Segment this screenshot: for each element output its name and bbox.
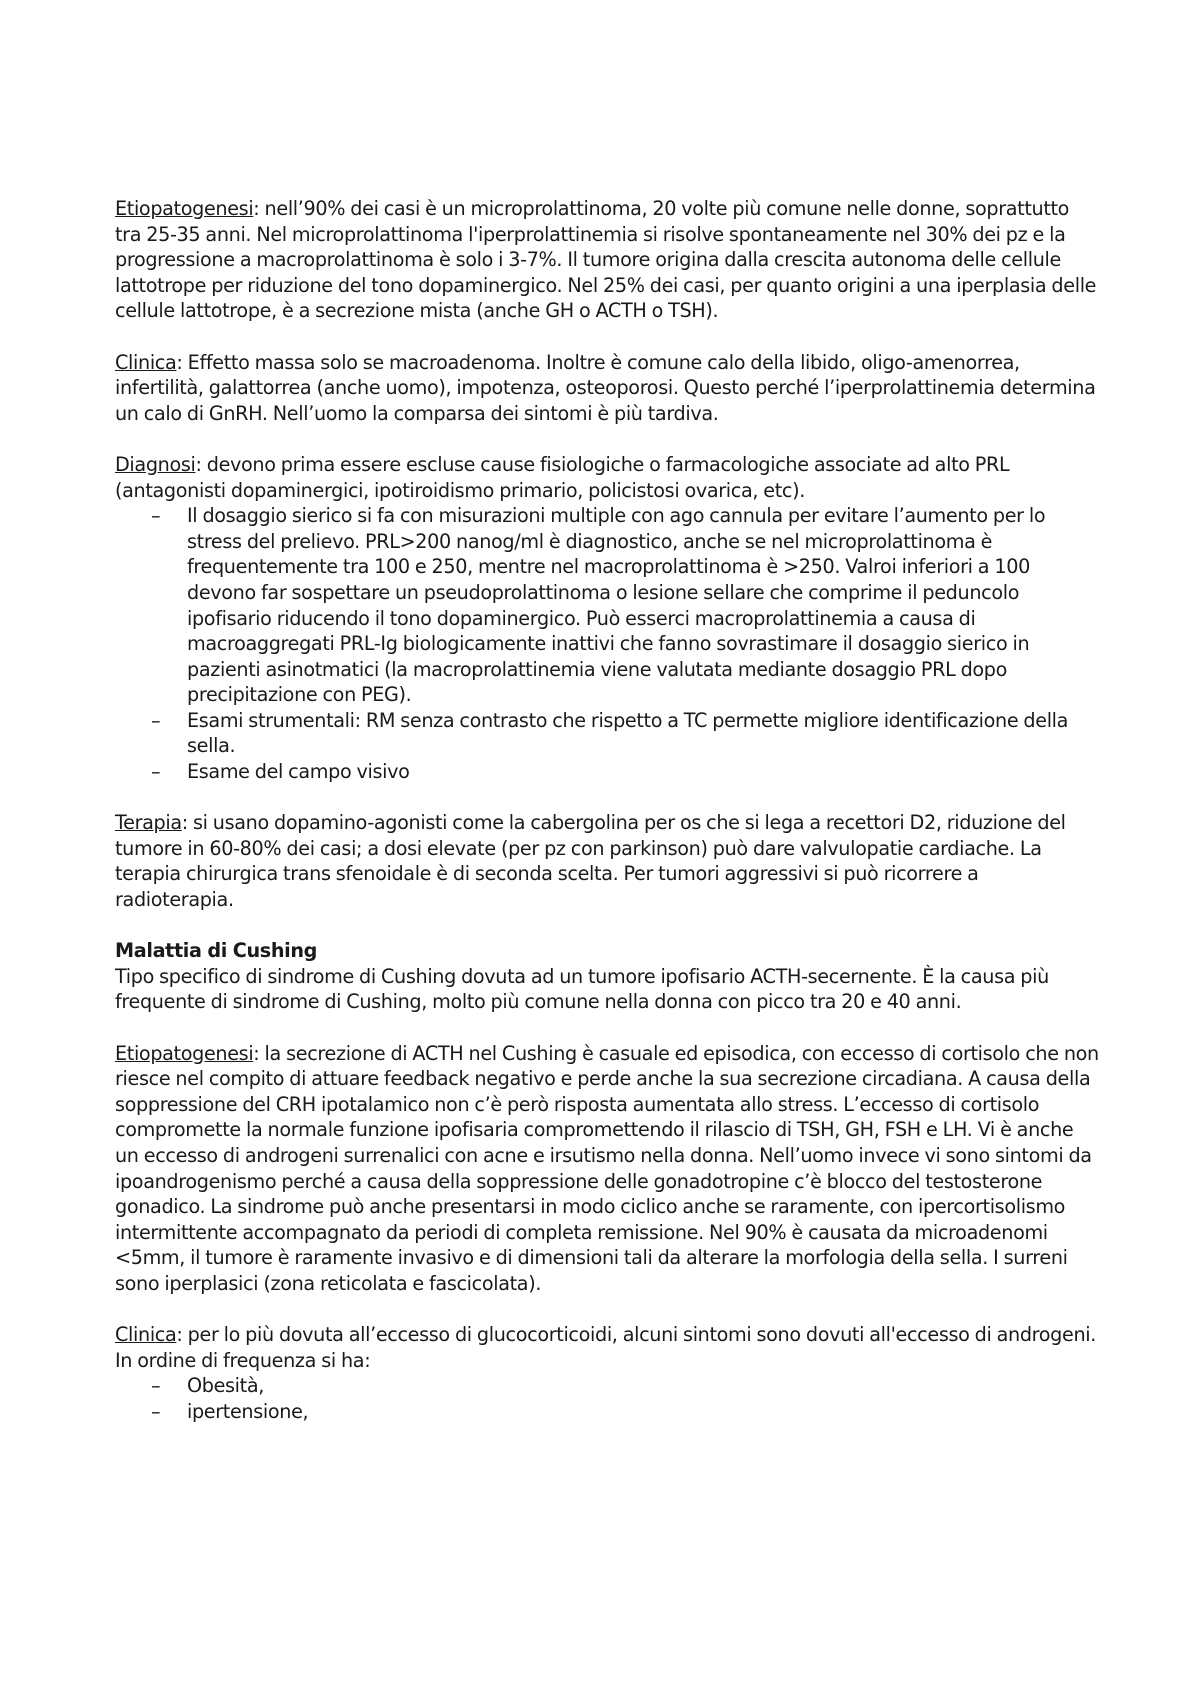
paragraph-text: : nell’90% dei casi è un microprolattinoma, 20 volte più comune nelle donne, soprattutto tra 25-35 anni. Nel microprolattinoma l'iperprolattinemia si risolve spontaneamente nel 30% dei pz e la progressione a macroprolattinoma è solo i 3-7%. Il tumore origina dalla crescita autonoma delle cellule lattotrope per riduzione del tono dopaminergico. Nel 25% dei casi, per quanto origini a una iperplasia delle cellule lattotrope, è a secrezione mista (anche GH o ACTH o TSH).	[115, 197, 1097, 323]
paragraph-text: : devono prima essere escluse cause fisiologiche o farmacologiche associate ad alto PRL (antagonisti dopaminergici, ipotiroidismo primario, policistosi ovarica, etc).	[115, 452, 1010, 502]
dash-bullet: –	[151, 708, 161, 732]
document-page	[115, 196, 1100, 1425]
list-item	[115, 503, 1100, 708]
list-item	[115, 759, 1100, 785]
dash-bullet: –	[151, 504, 161, 528]
paragraph-text: : Effetto massa solo se macroadenoma. Inoltre è comune calo della libido, oligo-amenorrea, infertilità, galattorrea (anche uomo), impotenza, osteoporosi. Questo perché l’iperprolattinemia determina un calo di GnRH. Nell’uomo la comparsa dei sintomi è più tardiva.	[115, 350, 1096, 425]
dash-bullet: –	[151, 760, 161, 784]
list-item-text: Esami strumentali: RM senza contrasto che rispetto a TC permette migliore identificazione della sella.	[187, 708, 1069, 758]
clinica-paragraph	[115, 350, 1100, 427]
dash-bullet: –	[151, 1399, 161, 1423]
paragraph-text: : la secrezione di ACTH nel Cushing è casuale ed episodica, con eccesso di cortisolo che non riesce nel compito di attuare feedback negativo e perde anche la sua secrezione circadiana. A causa della soppressione del CRH ipotalamico non c’è però risposta aumentata allo stress. L’eccesso di cortisolo compromette la normale funzione ipofisaria compromettendo il rilascio di TSH, GH, FSH e LH. Vi è anche un eccesso di androgeni surrenalici con acne e irsutismo nella donna. Nell’uomo invece vi sono sintomi da ipoandrogenismo perché a causa della soppressione delle gonadotropine c’è blocco del testosterone gonadico. La sindrome può anche presentarsi in modo ciclico anche se raramente, con ipercortisolismo intermittente accompagnato da periodi di completa remissione. Nel 90% è causata da microadenomi <5mm, il tumore è raramente invasivo e di dimensioni tali da alterare la morfologia della sella. I surreni sono iperplasici (zona reticolata e fascicolata).	[115, 1041, 1099, 1295]
list-item-text: Obesità,	[187, 1374, 264, 1398]
list-item-text: Esame del campo visivo	[187, 760, 410, 784]
section-label: Clinica	[115, 1323, 177, 1347]
list-item	[115, 708, 1100, 759]
list-item	[115, 1399, 1100, 1425]
clinica-cushing-paragraph	[115, 1322, 1100, 1373]
section-label: Etiopatogenesi	[115, 197, 254, 220]
section-label: Terapia	[115, 811, 182, 835]
terapia-paragraph	[115, 810, 1100, 912]
etiopatogenesi-cushing-paragraph	[115, 1041, 1100, 1297]
diagnosi-list	[115, 503, 1100, 785]
etiopatogenesi-paragraph	[115, 196, 1100, 324]
paragraph-text: : per lo più dovuta all’eccesso di glucocorticoidi, alcuni sintomi sono dovuti all'eccesso di androgeni. In ordine di frequenza si ha:	[115, 1323, 1097, 1372]
list-item	[115, 1373, 1100, 1399]
section-label: Diagnosi	[115, 452, 196, 476]
diagnosi-paragraph	[115, 452, 1100, 503]
cushing-intro-paragraph: Tipo specifico di sindrome di Cushing dovuta ad un tumore ipofisario ACTH-secernente. È la causa più frequente di sindrome di Cushing, molto più comune nella donna con picco tra 20 e 40 anni.	[115, 964, 1049, 1014]
list-item-text: ipertensione,	[187, 1399, 309, 1423]
list-item-text: Il dosaggio sierico si fa con misurazioni multiple con ago cannula per evitare l’aumento per lo stress del prelievo. PRL>200 nanog/ml è diagnostico, anche se nel microprolattinoma è frequentemente tra 100 e 250, mentre nel macroprolattinoma è >250. Valroi inferiori a 100 devono far sospettare un pseudoprolattinoma o lesione sellare che comprime il peduncolo ipofisario riducendo il tono dopaminergico. Può esserci macroprolattinemia a causa di macroaggregati PRL-Ig biologicamente inattivi che fanno sovrastimare il dosaggio sierico in pazienti asinotmatici (la macroprolattinemia viene valutata mediante dosaggio PRL dopo precipitazione con PEG).	[187, 504, 1046, 707]
paragraph-text: : si usano dopamino-agonisti come la cabergolina per os che si lega a recettori D2, riduzione del tumore in 60-80% dei casi; a dosi elevate (per pz con parkinson) può dare valvulopatie cardiache. La terapia chirurgica trans sfenoidale è di seconda scelta. Per tumori aggressivi si può ricorrere a radioterapia.	[115, 811, 1066, 912]
clinica-cushing-list	[115, 1373, 1100, 1424]
section-heading: Malattia di Cushing	[115, 939, 318, 963]
section-label: Clinica	[115, 350, 177, 374]
dash-bullet: –	[151, 1374, 161, 1398]
section-label: Etiopatogenesi	[115, 1041, 254, 1065]
